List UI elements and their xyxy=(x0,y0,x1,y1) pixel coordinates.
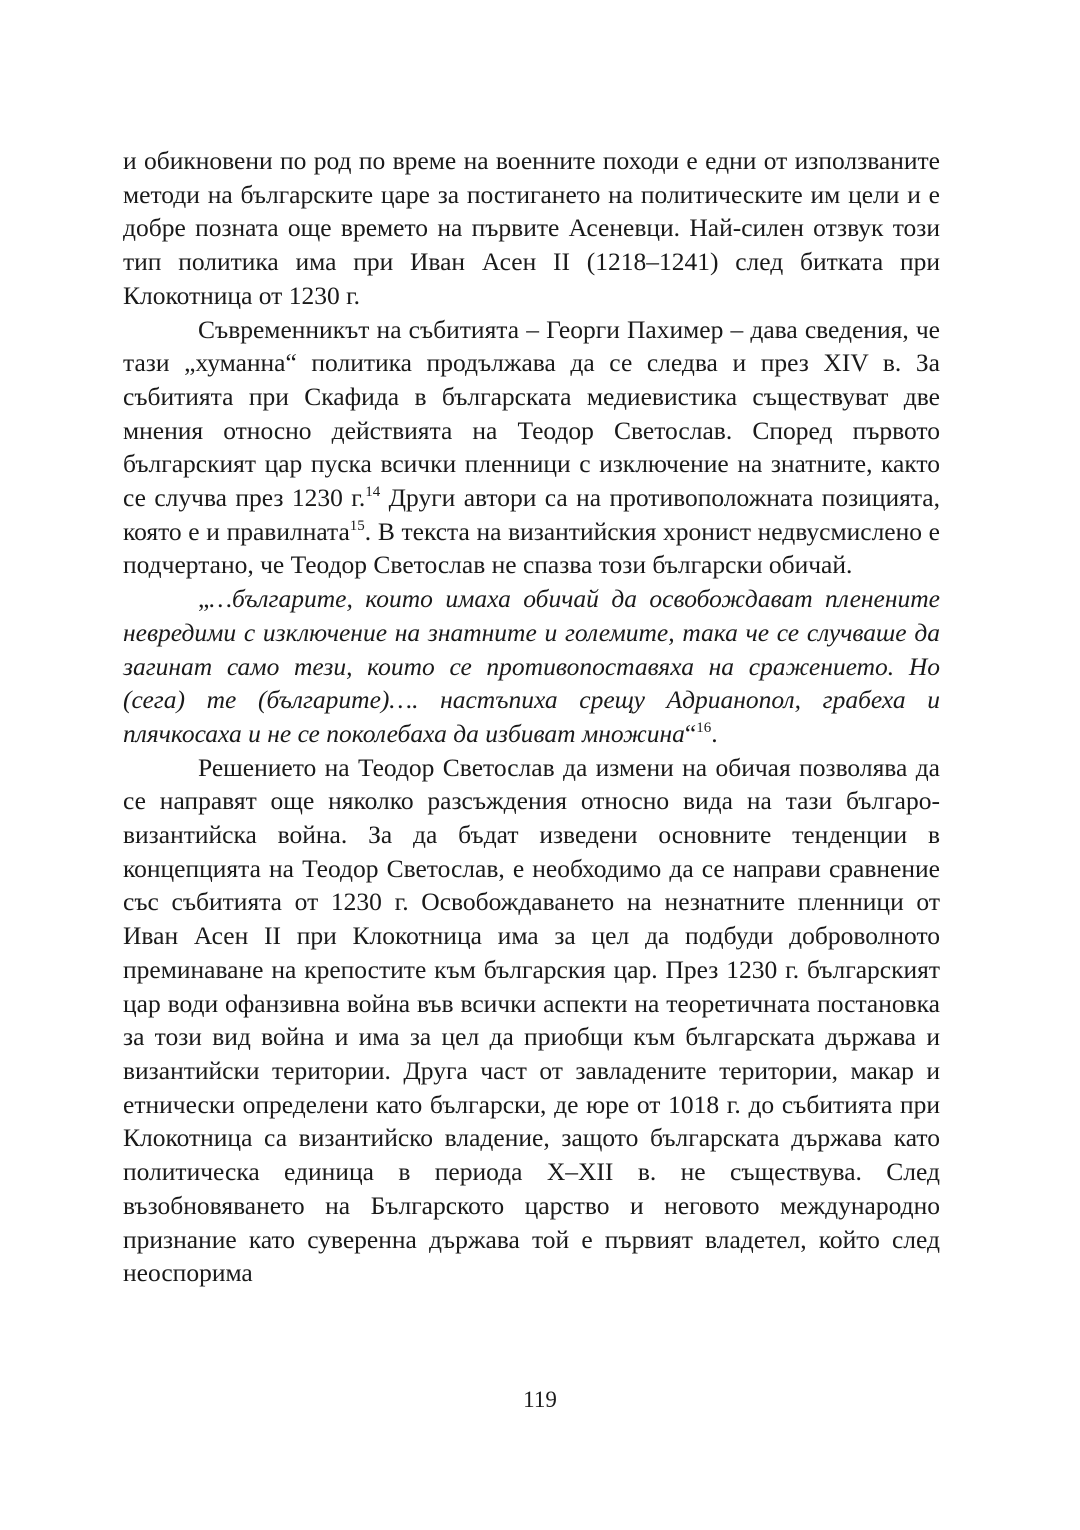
page-body xyxy=(123,144,940,1290)
paragraph-4: Решението на Теодор Светослав да измени на обичая позволява да се направят още няколко разсъждения относно вида на тази българо-византийска война. За да бъдат изведени основните тенденции в концепцията на Теодор Светослав, е необходимо да се направи сравнение със събитията от 1230 г. Освобождаването на незнатните пленници от Иван Асен II при Клокотница има за цел да подбуди доброволното преминаване на крепостите към българския цар. През 1230 г. българският цар води офанзивна война във всички аспекти на теоретичната постановка за този вид война и има за цел да приобщи към българската държава и византийски територии. Друга част от завладените територии, макар и етнически определени като български, де юре от 1018 г. до събитията при Клокотница са византийско владение, защото българската държава като политическа единица в периода X–XII в. не съществува. След възобновяването на Българското царство и неговото международно признание като суверенна държава той е първият владетел, който след неоспорима xyxy=(123,752,940,1288)
paragraph-2 xyxy=(123,313,940,583)
paragraph-2-text-c: . В текста на византийския хронист недвусмислено е подчертано, че Теодор Светослав не спазва този български обичай. xyxy=(123,516,940,580)
quote-open-mark: „ xyxy=(198,584,210,614)
quote-text: …българите, които имаха обичай да освобождават пленените невредими с изключение на знатните и големите, така че се случваше да загинат само тези, които се противопоставяха на сражението. Но (сега) те (българите)…. настъпиха срещу Адрианопол, грабеха и плячкосаха и не се поколебаха да избиват множина xyxy=(123,584,940,748)
paragraph-1: и обикновени по род по време на военните походи е едни от използваните методи на българските царе за постигането на политическите им цели и е добре позната още времето на първите Асеневци. Най-силен отзвук този тип политика има при Иван Асен II (1218–1241) след битката при Клокотница от 1230 г. xyxy=(123,146,940,310)
quote-close-mark: “ xyxy=(684,718,697,748)
quote-end-period: . xyxy=(711,718,718,748)
footnote-ref-14[interactable]: 14 xyxy=(365,484,381,501)
footnote-ref-15[interactable]: 15 xyxy=(349,517,365,534)
page-number: 119 xyxy=(523,1387,557,1412)
quotation-paragraph xyxy=(123,582,940,751)
footnote-ref-16[interactable]: 16 xyxy=(696,719,712,736)
paragraph-2-text-a: Съвременникът на събитията – Георги Пахимер – дава сведения, че тази „хуманна“ политика продължава да се следва и през XIV в. За събитията при Скафида в българската медиевистика съществуват две мнения относно действията на Теодор Светослав. Според първото българският цар пуска всички пленници с изключение на знатните, както се случва през 1230 г. xyxy=(123,314,940,513)
paragraph-2-text-b: Други автори са на противоположната позицията, която е и правилната xyxy=(123,483,940,546)
